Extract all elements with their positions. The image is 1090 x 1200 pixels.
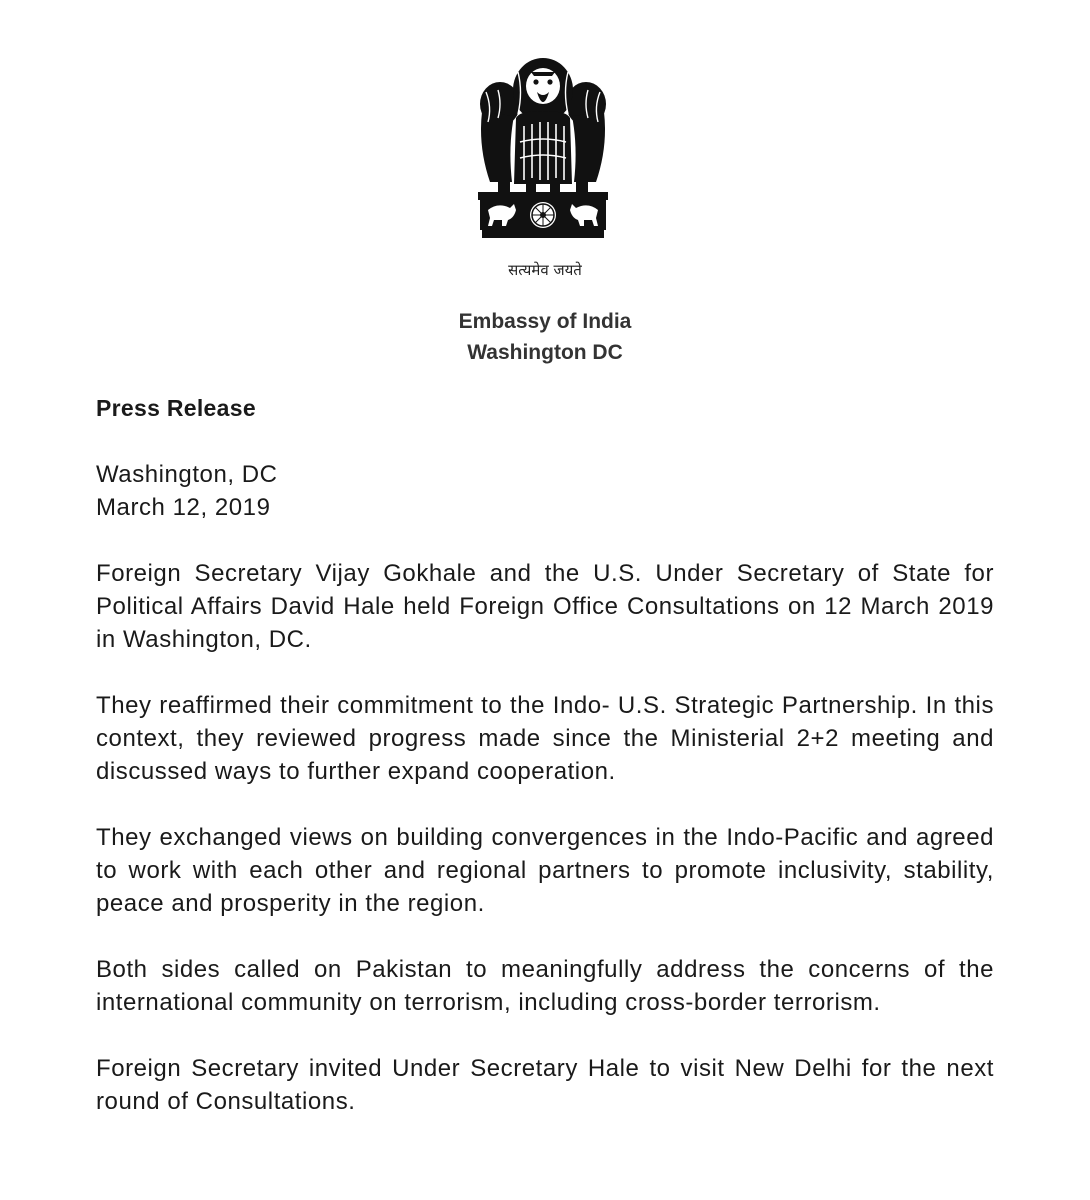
- dateline-place: Washington, DC: [96, 461, 278, 488]
- emblem-motto: सत्यमेव जयते: [508, 261, 582, 279]
- embassy-location: Washington DC: [467, 341, 623, 364]
- dateline-date: March 12, 2019: [96, 494, 271, 521]
- embassy-name: Embassy of India: [458, 310, 632, 333]
- paragraph: Foreign Secretary Vijay Gokhale and the U.S. Under Secretary of State for Political Affairs David Hale held Foreign Office Consultations on 12 March 2019 in Washington, DC.: [96, 560, 994, 653]
- dateline: [96, 458, 994, 524]
- embassy-header: [0, 306, 1090, 368]
- press-release-body: [96, 392, 994, 1151]
- paragraph: Foreign Secretary invited Under Secretary Hale to visit New Delhi for the next round of Consultations.: [96, 1055, 994, 1115]
- national-emblem-icon: [468, 52, 618, 252]
- document-title: Press Release: [96, 395, 256, 421]
- paragraph: They reaffirmed their commitment to the Indo- U.S. Strategic Partnership. In this context, they reviewed progress made since the Ministerial 2+2 meeting and discussed ways to further expand cooperation.: [96, 692, 994, 785]
- paragraph: Both sides called on Pakistan to meaningfully address the concerns of the international community on terrorism, including cross-border terrorism.: [96, 956, 994, 1016]
- paragraph: They exchanged views on building convergences in the Indo-Pacific and agreed to work with each other and regional partners to promote inclusivity, stability, peace and prosperity in the region.: [96, 824, 994, 917]
